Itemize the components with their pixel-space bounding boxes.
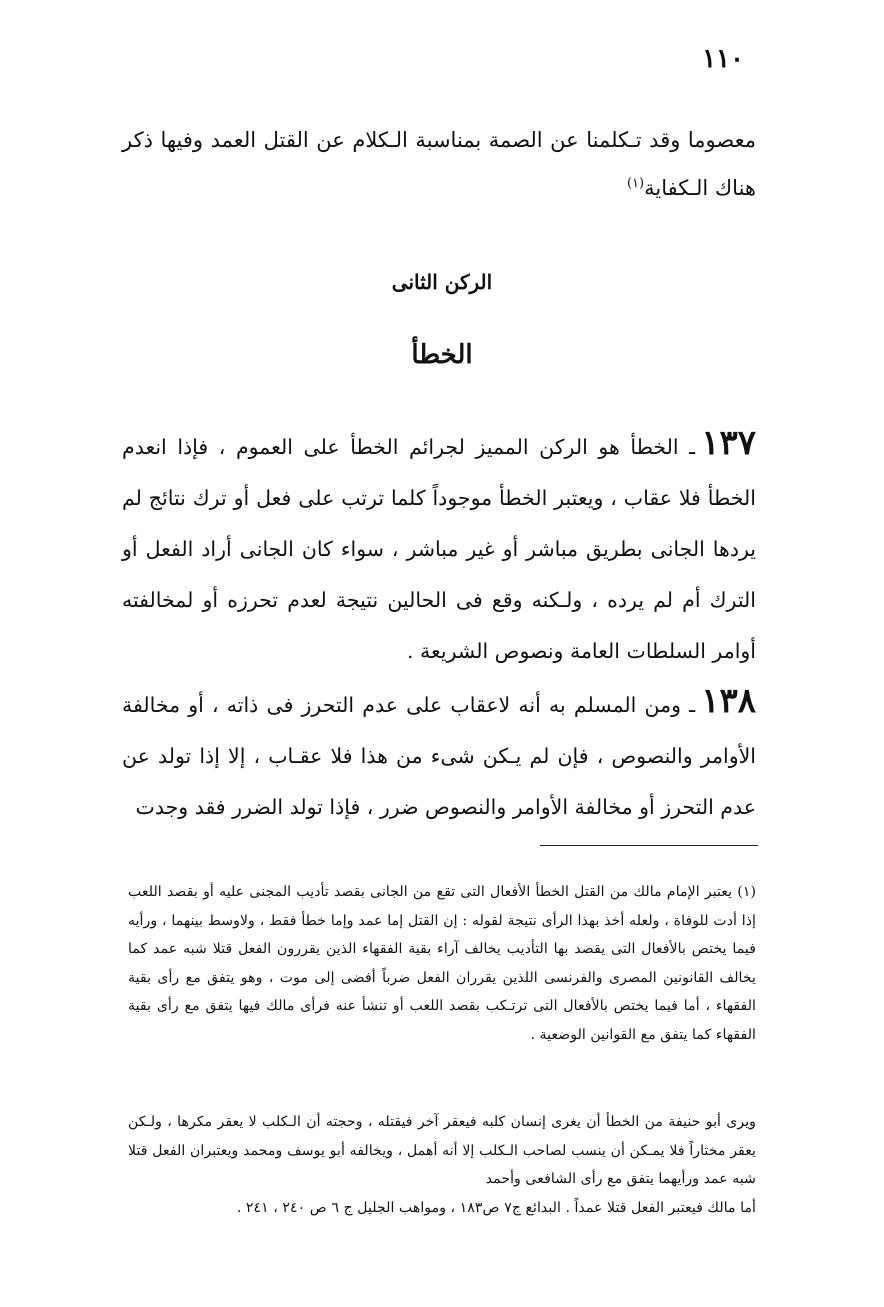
page-number: ١١٠ [702,44,744,74]
intro-text: معصوما وقد تـكلمنا عن الصمة بمناسبة الـكلام عن القتل العمد وفيها ذكر هناك الـكفاية [122,128,756,200]
paragraph-number: ١٣٧ [701,423,756,463]
footnote-2-citation: أما مالك فيعتبر الفعل قتلا عمداً . البدائع ج٧ ص١٨٣ ، ومواهب الجليل ج ٦ ص ٢٤٠ ، ٢٤١ . [236,1199,756,1216]
paragraph-138 [122,676,756,833]
intro-paragraph [122,118,756,210]
section-heading: الركن الثانى [391,270,493,294]
paragraph-text: ـ الخطأ هو الركن المميز لجرائم الخطأ على العموم ، فإذا انعدم الخطأ فلا عقاب ، ويعتبر الخطأ موجوداً كلما ترتب على فعل أو ترك نتائج لم يردها الجانى بطريق مباشر أو غير مباشر ، سواء كان الجانى أراد الفعل أو الترك أم لم يرده ، ولـكنه وقع فى الحالين نتيجة لعدم تحرزه أو لمخالفته أوامر السلطات العامة ونصوص الشريعة . [122,435,756,663]
footnote-2-text: ويرى أبو حنيفة من الخطأ أن يغرى إنسان كلبه فيعقر آخر فيقتله ، وحجته أن الـكلب لا يعقر مكرها ، ولـكن يعقر مختاراً فلا يمـكن أن ينسب لصاحب الـكلب إلا أنه أهمل ، ويخالفه أبو يوسف ومحمد ويعتبران الفعل قتلا شبه عمد ورأيهما يتفق مع رأى الشافعى وأحمد [128,1114,756,1188]
paragraph-137 [122,418,756,677]
footnote-divider [540,845,758,846]
section-title: الخطأ [411,340,473,370]
paragraph-text: ـ ومن المسلم به أنه لاعقاب على عدم التحرز فى ذاته ، أو مخالفة الأوامر والنصوص ، فإن لم يـكن شىء من هذا فلا عقـاب ، إلا إذا تولد عن عدم التحرز أو مخالفة الأوامر والنصوص ضرر ، فإذا تولد الضرر فقد وجدت [122,693,756,819]
paragraph-number: ١٣٨ [701,681,756,721]
footnote-2 [128,1108,756,1222]
footnote-ref: (١) [626,176,645,191]
footnote-1: (١) يعتبر الإمام مالك من القتل الخطأ الأفعال التى تقع من الجانى بقصد تأديب المجنى عليه أو بقصد اللعب إذا أدت للوفاة ، ولعله أخذ بهذا الرأى نتيجة لقوله : إن القتل إما عمد وإما خطأ فقط ، ولاوسط بينهما ، ورأيه فيما يختص بالأفعال التى يقصد بها التأديب يخالف آراء بقية الفقهاء الذين يقررون الفعل قتلا شبه عمد كما يخالف القانونين المصرى والفرنسى اللذين يقرران الفعل ضرباً أفضى إلى موت ، وهو يتفق مع رأى بقية الفقهاء ، أما فيما يختص بالأفعال التى ترتـكب بقصد اللعب أو تنشأ عنه فرأى مالك فيها يتفق مع رأى بقية الفقهاء كما يتفق مع القوانين الوضعية . [128,884,756,1043]
